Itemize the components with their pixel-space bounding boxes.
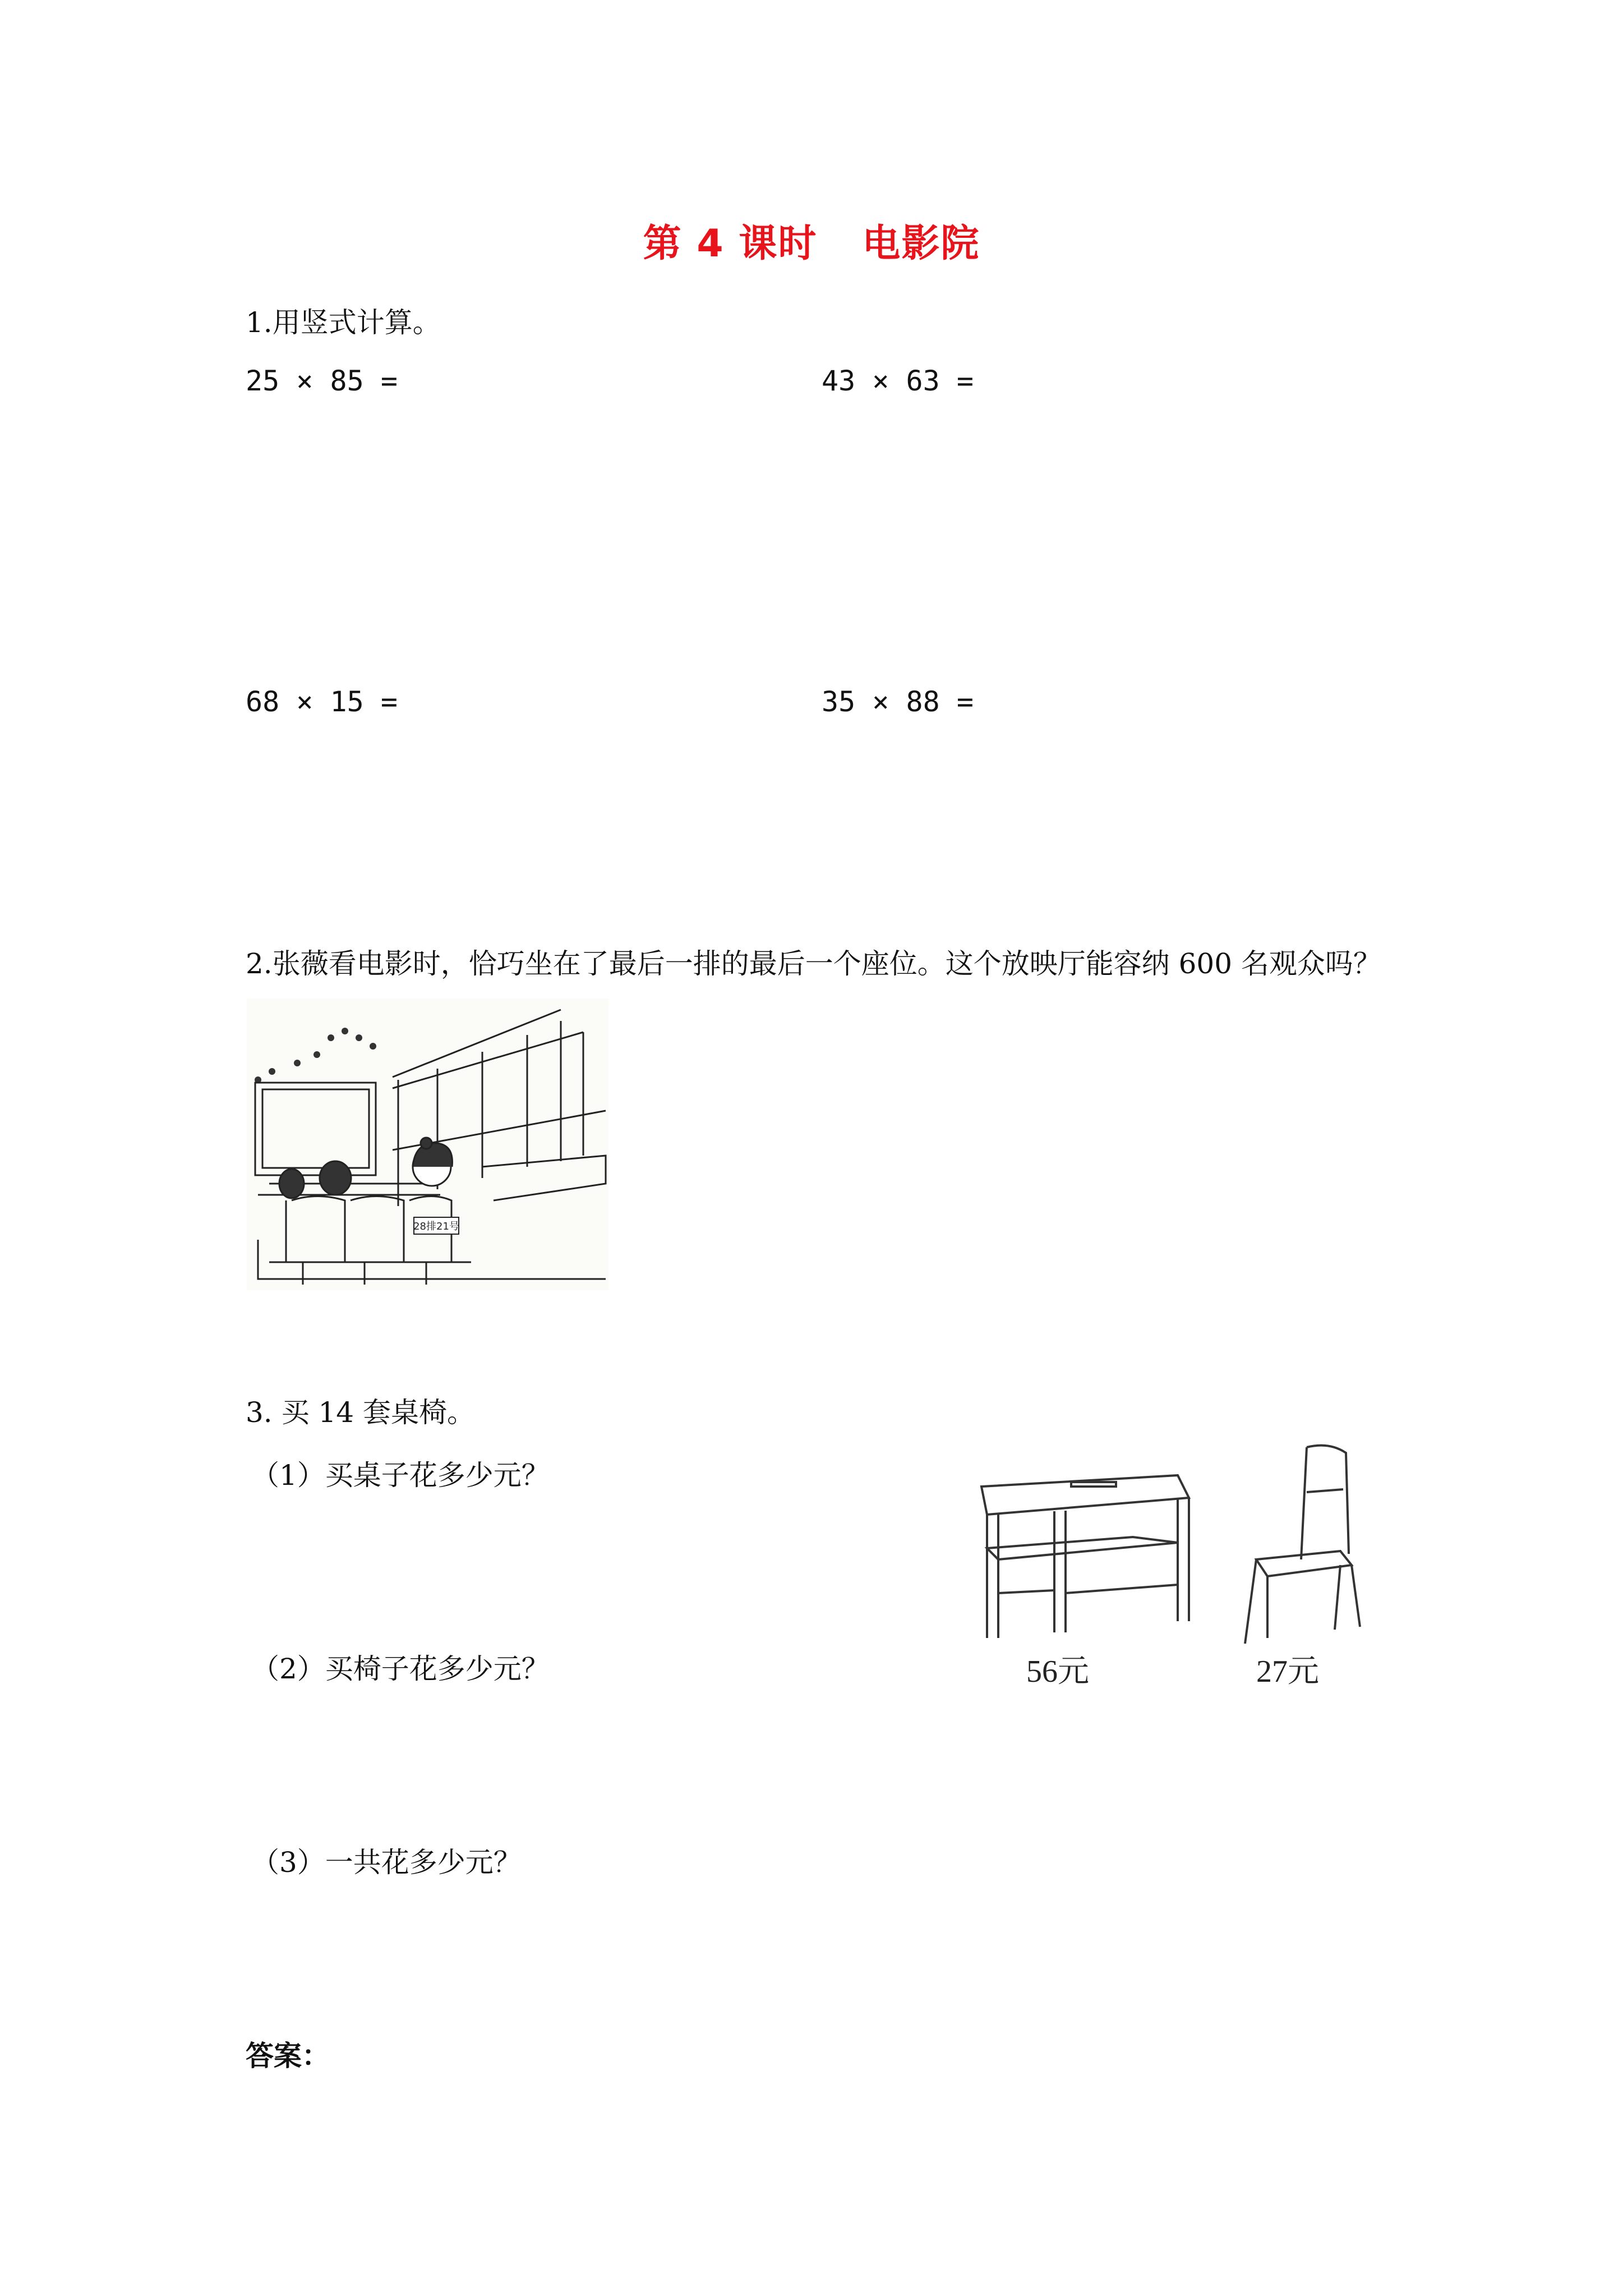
page-title <box>0 213 1623 268</box>
seat-number-label: 28排21号 <box>413 1221 459 1232</box>
lesson-topic: 电影院 <box>862 222 980 266</box>
lesson-number: 第 4 课时 <box>643 222 818 266</box>
q1-prompt: 1.用竖式计算。 <box>246 306 441 339</box>
q1-expr-2: 43 × 63 = <box>822 365 974 397</box>
q3-prompt: 3. 买 14 套桌椅。 <box>246 1396 476 1429</box>
q1-expr-1: 25 × 85 = <box>246 365 398 397</box>
q3-sub-2: （2）买椅子花多少元？ <box>251 1653 550 1685</box>
chair-price: 27元 <box>1256 1654 1319 1689</box>
q1-expr-4: 35 × 88 = <box>822 685 974 718</box>
q3-sub-1: （1）买桌子花多少元？ <box>251 1459 550 1492</box>
desk-illustration <box>965 1453 1200 1655</box>
q2-prompt: 2.张薇看电影时，恰巧坐在了最后一排的最后一个座位。这个放映厅能容纳 600 名观众吗？ <box>246 947 1381 980</box>
q1-expr-3: 68 × 15 = <box>246 685 398 718</box>
q3-sub-3: （3）一共花多少元？ <box>251 1846 522 1879</box>
chair-illustration <box>1234 1436 1368 1649</box>
desk-price: 56元 <box>1026 1654 1089 1689</box>
answer-label: 答案： <box>246 2040 330 2072</box>
cinema-illustration <box>247 999 608 1290</box>
